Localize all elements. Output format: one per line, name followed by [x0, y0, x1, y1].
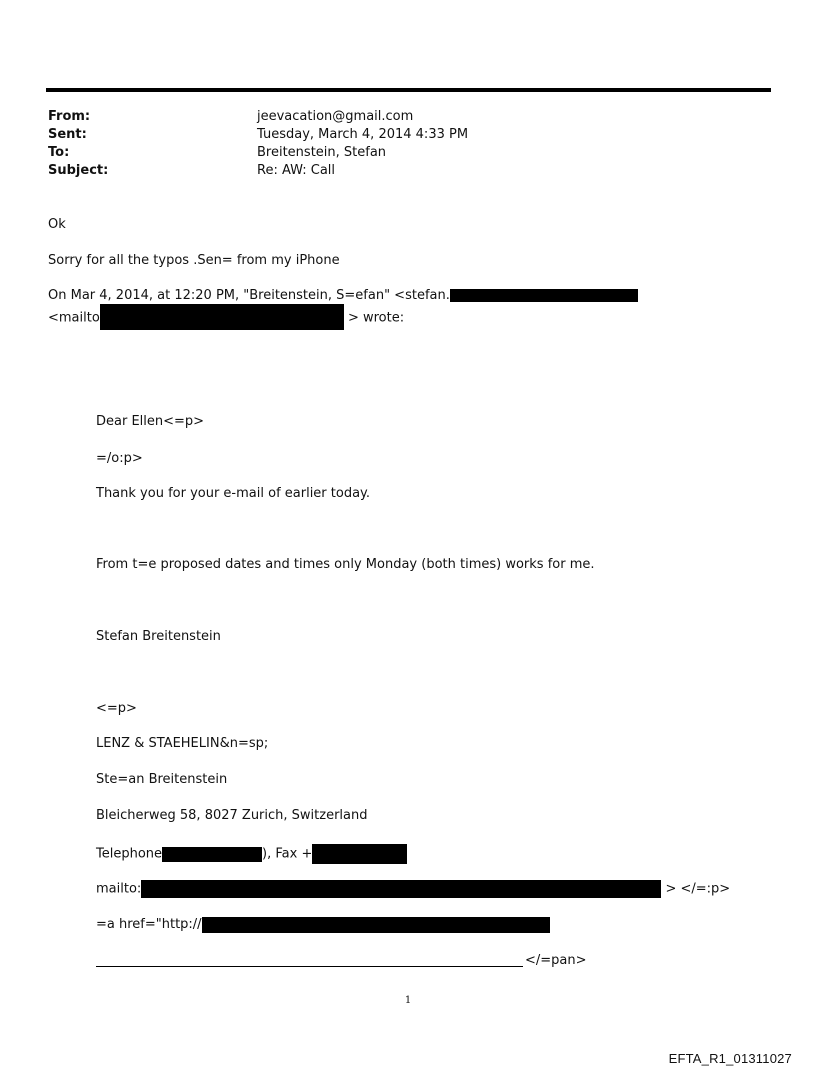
greeting-line: Dear Ellen<=p> — [96, 414, 205, 429]
sent-label: Sent: — [48, 127, 87, 142]
separator-underline — [96, 966, 523, 967]
href-line — [96, 916, 550, 934]
from-value: jeevacation@gmail.com — [257, 109, 414, 124]
subject-value: Re: AW: Call — [257, 163, 336, 178]
typos-line: Sorry for all the typos .Sen= from my iPhone — [48, 253, 340, 268]
from-label: From: — [48, 109, 91, 124]
redaction-block — [450, 289, 638, 302]
mailto-end: > </=:p> — [665, 881, 731, 897]
o-p-line: =/o:p> — [96, 451, 143, 466]
thanks-line: Thank you for your e-mail of earlier today. — [96, 486, 371, 501]
quote-intro-line-2 — [48, 306, 404, 330]
p-tag-line: <=p> — [96, 701, 137, 716]
signoff-line: Stefan Breitenstein — [96, 629, 221, 644]
sent-value: Tuesday, March 4, 2014 4:33 PM — [257, 127, 469, 142]
redaction-block — [202, 917, 550, 933]
mailto-label: mailto: — [96, 881, 142, 897]
name-line: Ste=an Breitenstein — [96, 772, 228, 787]
subject-label: Subject: — [48, 163, 109, 178]
to-label: To: — [48, 145, 70, 160]
bates-number: EFTA_R1_01311027 — [668, 1051, 792, 1066]
to-value: Breitenstein, Stefan — [257, 145, 387, 160]
redaction-block — [141, 880, 661, 898]
mailto-open: <mailto — [48, 310, 100, 326]
redaction-block — [100, 304, 344, 330]
pan-end-line: </=pan> — [525, 953, 587, 968]
firm-line: LENZ & STAEHELIN&n=sp; — [96, 736, 269, 751]
quote-intro-line-1 — [48, 287, 638, 305]
href-label: =a href="http:// — [96, 917, 202, 932]
telephone-label: Telephone — [96, 846, 163, 862]
header-rule — [46, 88, 771, 92]
page-number: 1 — [404, 995, 412, 1006]
reply-text: Ok — [48, 217, 66, 232]
redaction-block — [162, 847, 262, 862]
mailto-line — [96, 880, 730, 899]
quote-intro-text: On Mar 4, 2014, at 12:20 PM, "Breitenstein, S=efan" <stefan. — [48, 288, 450, 303]
wrote-text: > wrote: — [347, 310, 405, 326]
redaction-block — [312, 844, 407, 864]
proposal-line: From t=e proposed dates and times only Monday (both times) works for me. — [96, 557, 595, 572]
address-line: Bleicherweg 58, 8027 Zurich, Switzerland — [96, 808, 368, 823]
fax-label: ), Fax + — [262, 846, 313, 862]
telephone-line — [96, 844, 407, 864]
